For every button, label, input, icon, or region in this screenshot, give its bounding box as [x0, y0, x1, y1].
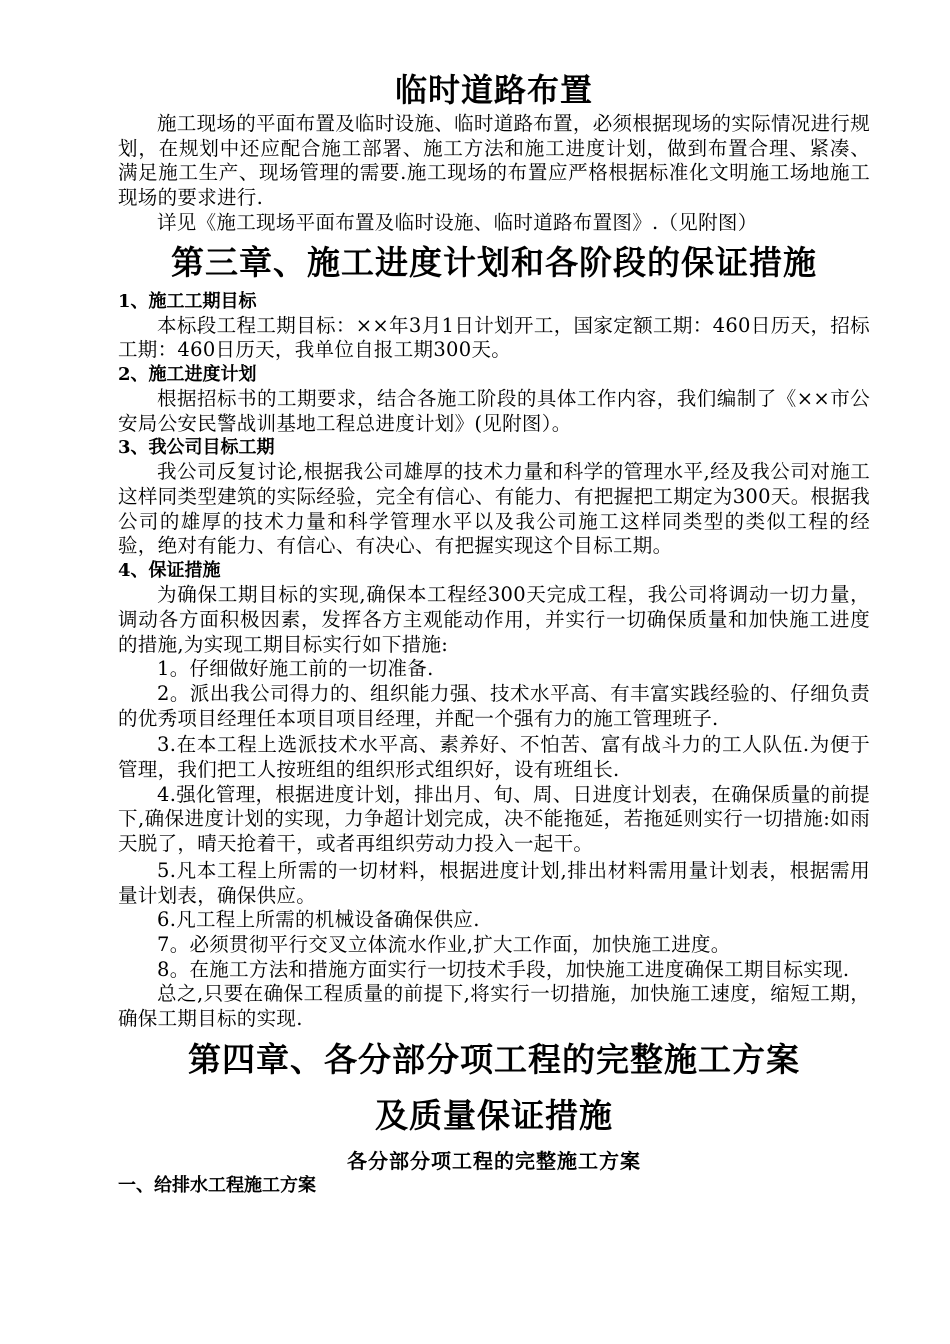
section-one-heading: 一、给排水工程施工方案 [118, 1174, 316, 1196]
summary-paragraph: 总之,只要在确保工程质量的前提下,将实行一切措施，加快施工速度，缩短工期，确保工期目标的实现. [118, 982, 870, 1031]
measure-item: 4.强化管理，根据进度计划，排出月、旬、周、日进度计划表，在确保质量的前提下,确保进度计划的实现，力争超计划完成，决不能拖延，若拖延则实行一切措施:如雨天脱了，晴天抢着干，或者再组织劳动力投入一起干。 [118, 782, 870, 856]
measure-item: 8。在施工方法和措施方面实行一切技术手段，加快施工进度确保工期目标实现. [157, 957, 850, 981]
section-1-paragraph: 本标段工程工期目标：××年3月1日计划开工，国家定额工期：460日历天，招标工期：460日历天，我单位自报工期300天。 [118, 313, 870, 362]
section-3-heading: 3、我公司目标工期 [118, 437, 275, 459]
section-1-heading: 1、施工工期目标 [118, 290, 257, 312]
road-paragraph-1: 施工现场的平面布置及临时设施、临时道路布置，必须根据现场的实际情况进行规划，在规划中还应配合施工部署、施工方法和施工进度计划，做到布置合理、紧凑、满足施工生产、现场管理的需要.施工现场的布置应严格根据标准化文明施工场地施工现场的要求进行. [118, 112, 870, 210]
section-2-paragraph: 根据招标书的工期要求，结合各施工阶段的具体工作内容，我们编制了《××市公安局公安民警战训基地工程总进度计划》(见附图）。 [118, 386, 870, 435]
chapter-4-title-line-1: 第四章、各分部分项工程的完整施工方案 [188, 1039, 800, 1079]
measure-item: 7。必须贯彻平行交叉立体流水作业,扩大工作面，加快施工进度。 [157, 932, 731, 956]
section-4-heading: 4、保证措施 [118, 560, 221, 582]
measure-item: 3.在本工程上选派技术水平高、素养好、不怕苦、富有战斗力的工人队伍.为便于管理，我们把工人按班组的组织形式组织好，设有班组长. [118, 733, 870, 782]
chapter-4-subtitle: 各分部分项工程的完整施工方案 [347, 1148, 641, 1173]
section-3-paragraph: 我公司反复讨论,根据我公司雄厚的技术力量和科学的管理水平,经及我公司对施工这样同类型建筑的实际经验，完全有信心、有能力、有把握把工期定为300天。根据我公司的雄厚的技术力量和科学管理水平以及我公司施工这样同类型的类似工程的经验，绝对有能力、有信心、有决心、有把握实现这个目标工期。 [118, 460, 870, 558]
heading-temporary-road: 临时道路布置 [394, 71, 593, 109]
measure-item: 5.凡本工程上所需的一切材料，根据进度计划,排出材料需用量计划表，根据需用量计划表，确保供应。 [118, 858, 870, 907]
measure-item: 1。仔细做好施工前的一切准备. [157, 657, 434, 681]
road-paragraph-2: 详见《施工现场平面布置及临时设施、临时道路布置图》.（见附图） [157, 210, 758, 234]
section-4-intro: 为确保工期目标的实现,确保本工程经300天完成工程，我公司将调动一切力量，调动各方面积极因素，发挥各方主观能动作用，并实行一切确保质量和加快施工进度的措施,为实现工期目标实行如下措施: [118, 583, 870, 656]
section-2-heading: 2、施工进度计划 [118, 363, 257, 385]
measure-item: 6.凡工程上所需的机械设备确保供应. [157, 908, 480, 932]
measure-item: 2。派出我公司得力的、组织能力强、技术水平高、有丰富实践经验的、仔细负责的优秀项目经理任本项目项目经理，并配一个强有力的施工管理班子. [118, 681, 870, 730]
chapter-3-title: 第三章、施工进度计划和各阶段的保证措施 [171, 242, 817, 282]
chapter-4-title-line-2: 及质量保证措施 [375, 1095, 613, 1135]
